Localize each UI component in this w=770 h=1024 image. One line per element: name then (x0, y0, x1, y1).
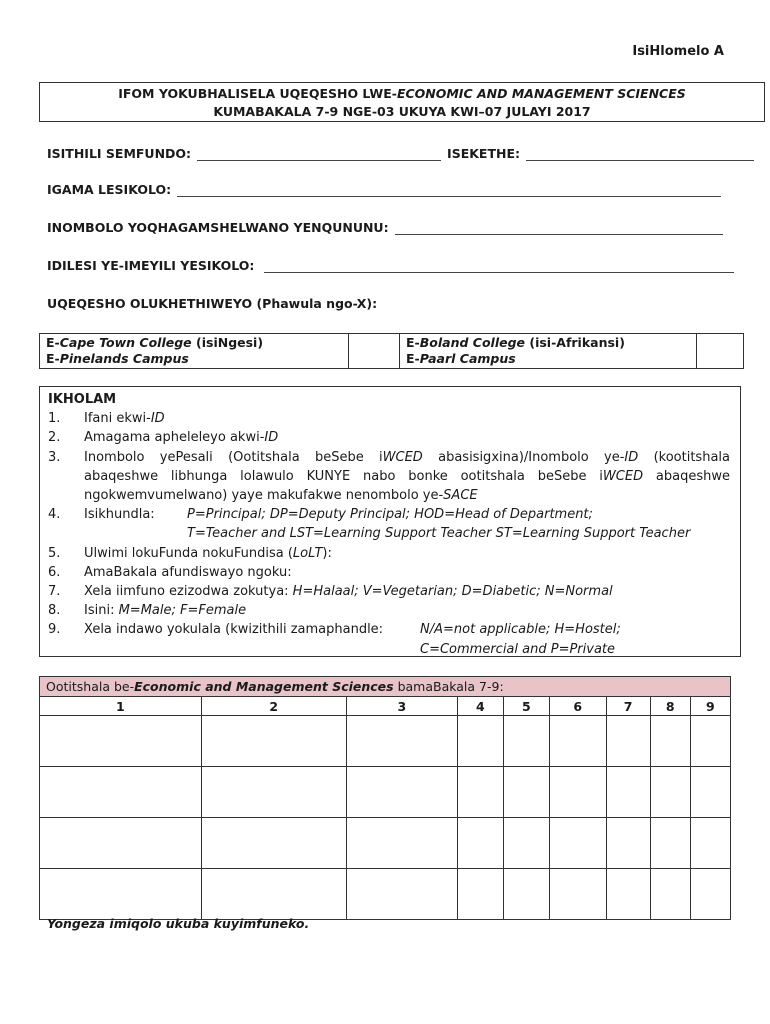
table-cell[interactable] (201, 818, 346, 869)
annex-label: IsiHlomelo A (632, 44, 724, 59)
table-cell[interactable] (346, 869, 457, 920)
legend-item: 6. AmaBakala afundiswayo ngoku: (48, 564, 292, 580)
column-header: 3 (346, 697, 457, 716)
table-cell[interactable] (690, 767, 730, 818)
table-cell[interactable] (457, 818, 503, 869)
legend-item: 4. Isikhundla: P=Principal; DP=Deputy Principal; HOD=Head of Department; T=Teacher and LST=Learning Support Teacher ST=Learning Support Teacher (48, 507, 691, 542)
table-cell[interactable] (503, 716, 549, 767)
contact-number-line[interactable] (395, 222, 723, 235)
campus-selection-table (39, 333, 744, 369)
table-row (40, 818, 731, 869)
circuit-line[interactable] (526, 148, 754, 161)
table-row (40, 767, 731, 818)
training-selected-label: UQEQESHO OLUKHETHIWEYO (Phawula ngo-X): (47, 296, 378, 311)
district-field[interactable]: ISITHILI SEMFUNDO: ISEKETHE: (47, 146, 754, 161)
school-name-field[interactable]: IGAMA LESIKOLO: (47, 182, 721, 197)
table-cell[interactable] (650, 869, 690, 920)
table-cell[interactable] (346, 767, 457, 818)
table-cell[interactable] (606, 716, 650, 767)
legend-item: 8. Isini: M=Male; F=Female (48, 603, 247, 619)
legend-item: 1. Ifani ekwi-ID (48, 411, 165, 427)
teacher-registration-table (39, 676, 731, 920)
campus-option-boland: E-Boland College (isi-Afrikansi) E-Paarl Campus (400, 334, 697, 369)
legend-item: 2. Amagama apheleleyo akwi-ID (48, 430, 279, 446)
email-field[interactable]: IDILESI YE-IMEYILI YESIKOLO: (47, 258, 734, 273)
legend-item: 5. Ulwimi lokuFunda nokuFundisa (LoLT): (48, 545, 332, 561)
table-cell[interactable] (201, 869, 346, 920)
table-cell[interactable] (549, 869, 606, 920)
campus-option-cape-town: E-Cape Town College (isiNgesi) E-Pinelands Campus (40, 334, 349, 369)
table-cell[interactable] (503, 818, 549, 869)
table-cell[interactable] (650, 818, 690, 869)
legend-title: IKHOLAM (48, 392, 117, 407)
table-cell[interactable] (201, 767, 346, 818)
column-header: 8 (650, 697, 690, 716)
table-cell[interactable] (40, 767, 202, 818)
table-cell[interactable] (457, 716, 503, 767)
column-legend (39, 386, 741, 657)
title-line-2: KUMABAKALA 7-9 NGE-03 UKUYA KWI–07 JULAYI 2017 (213, 104, 591, 119)
column-header: 2 (201, 697, 346, 716)
legend-item: 3. Inombolo yePesali (Ootitshala beSebe iWCED abasisigxina)/Inombolo ye-ID (kootitshala abaqeshwe libhunga lolawulo KUNYE nabo bonke ootitshala beSebe iWCED abaqeshwe ngokwemvumelwano) yaye makufakwe nenombolo ye-SACE (48, 449, 730, 504)
campus-checkbox-cape-town[interactable] (349, 334, 400, 369)
title-line-1: IFOM YOKUBHALISELA UQEQESHO LWE-ECONOMIC AND MANAGEMENT SCIENCES (118, 86, 686, 101)
table-cell[interactable] (503, 869, 549, 920)
school-name-line[interactable] (177, 184, 721, 197)
legend-item: 7. Xela iimfuno ezizodwa zokutya: H=Halaal; V=Vegetarian; D=Diabetic; N=Normal (48, 584, 613, 600)
legend-item: 9. Xela indawo yokulala (kwizithili zamaphandle: N/A=not applicable; H=Hostel; C=Commercial and P=Private (48, 622, 621, 657)
table-cell[interactable] (457, 767, 503, 818)
column-header: 6 (549, 697, 606, 716)
column-header: 7 (606, 697, 650, 716)
table-cell[interactable] (650, 716, 690, 767)
table-cell[interactable] (503, 767, 549, 818)
table-row (40, 869, 731, 920)
table-cell[interactable] (40, 869, 202, 920)
column-header: 5 (503, 697, 549, 716)
table-cell[interactable] (690, 818, 730, 869)
table-header: Ootitshala be-Economic and Management Sciences bamaBakala 7-9: (40, 677, 731, 697)
table-cell[interactable] (650, 767, 690, 818)
table-cell[interactable] (40, 716, 202, 767)
table-cell[interactable] (606, 767, 650, 818)
table-cell[interactable] (549, 818, 606, 869)
column-header: 1 (40, 697, 202, 716)
table-cell[interactable] (346, 716, 457, 767)
district-line[interactable] (197, 148, 441, 161)
column-header: 9 (690, 697, 730, 716)
table-cell[interactable] (690, 716, 730, 767)
email-line[interactable] (264, 260, 734, 273)
table-cell[interactable] (40, 818, 202, 869)
table-cell[interactable] (346, 818, 457, 869)
table-cell[interactable] (690, 869, 730, 920)
table-cell[interactable] (549, 767, 606, 818)
form-title (39, 82, 765, 122)
campus-checkbox-boland[interactable] (697, 334, 744, 369)
table-cell[interactable] (549, 716, 606, 767)
table-cell[interactable] (606, 869, 650, 920)
table-cell[interactable] (457, 869, 503, 920)
table-row (40, 716, 731, 767)
footer-note: Yongeza imiqolo ukuba kuyimfuneko. (47, 916, 310, 931)
column-header: 4 (457, 697, 503, 716)
table-cell[interactable] (201, 716, 346, 767)
table-cell[interactable] (606, 818, 650, 869)
contact-number-field[interactable]: INOMBOLO YOQHAGAMSHELWANO YENQUNUNU: (47, 220, 723, 235)
